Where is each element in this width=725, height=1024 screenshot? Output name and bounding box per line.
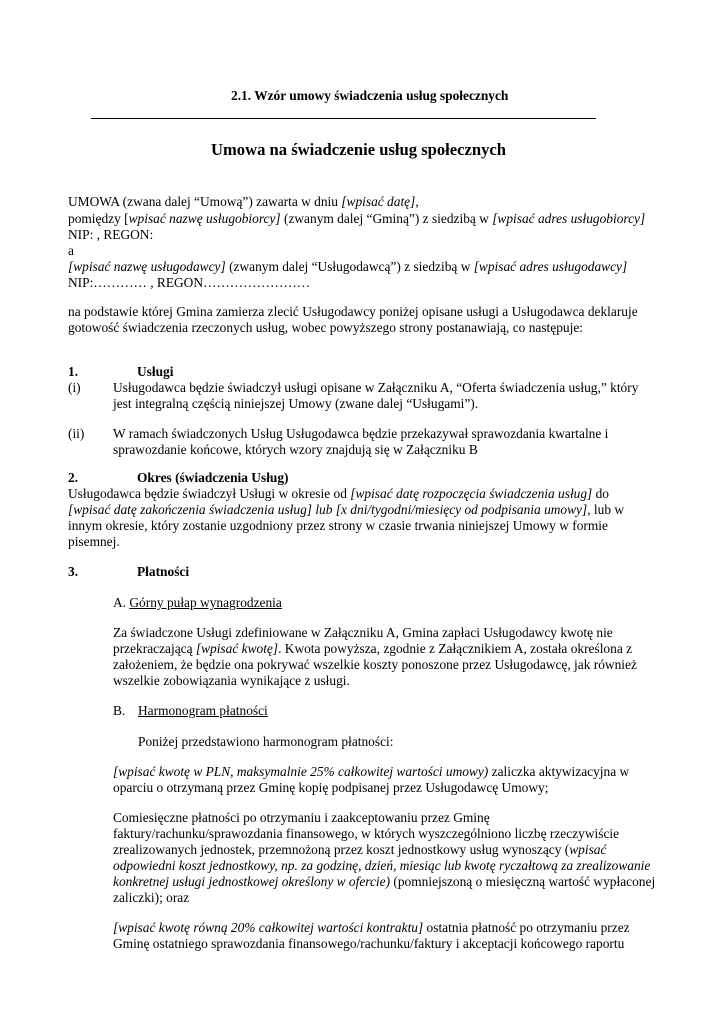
section-1-item-i-label: (i) — [68, 380, 81, 395]
section-1-item-i-line-1: Usługodawca będzie świadczył usługi opisane w Załączniku A, “Oferta świadczenia usług,” który — [113, 380, 639, 395]
section-2-number: 2. — [68, 470, 79, 485]
intro-line-4: a — [68, 243, 74, 258]
section-1-item-ii-label: (ii) — [68, 426, 85, 441]
preamble-line-1: na podstawie której Gmina zamierza zlecić Usługodawcy poniżej opisane usługi a Usługodawca deklaruje — [68, 304, 638, 319]
section-2-line-4: pisemnej. — [68, 534, 120, 549]
preamble-line-2: gotowość świadczenia rzeczonych usług, wobec powyższego strony postanawiają, co następuje: — [68, 320, 583, 335]
document-title: Umowa na świadczenie usług społecznych — [211, 140, 507, 159]
subsection-a-line-1: Za świadczone Usługi zdefiniowane w Załączniku A, Gmina zapłaci Usługodawcy kwotę nie — [113, 625, 613, 640]
section-1-title: Usługi — [137, 364, 174, 379]
subsection-a-line-3: założeniem, że będzie ona pokrywać wszelkie koszty ponoszone przez Usługodawcę, jak również — [113, 657, 637, 672]
payment-2-line-4: odpowiedni koszt jednostkowy, np. za godzinę, dzień, miesiąc lub kwotę ryczałtową za zrealizowanie — [113, 858, 651, 873]
intro-line-6: NIP:………… , REGON…………………… — [68, 275, 311, 290]
intro-line-2: pomiędzy [wpisać nazwę usługobiorcy] (zwanym dalej “Gminą”) z siedzibą w [wpisać adres usługobiorcy] — [68, 211, 646, 226]
intro-line-5: [wpisać nazwę usługodawcy] (zwanym dalej “Usługodawcą”) z siedzibą w [wpisać adres usługodawcy] — [68, 259, 628, 274]
section-2-line-2: [wpisać datę zakończenia świadczenia usług] lub [x dni/tygodni/miesięcy od podpisania umowy], lub w — [68, 502, 625, 517]
section-1-item-ii-line-2: sprawozdanie końcowe, których wzory znajdują się w Załączniku B — [113, 442, 478, 457]
intro-line-3: NIP: , REGON: — [68, 227, 154, 242]
section-1-item-i-line-2: jest integralną częścią niniejszej Umowy (zwane dalej “Usługami”). — [113, 396, 479, 411]
payment-2-line-1: Comiesięczne płatności po otrzymaniu i zaakceptowaniu przez Gminę — [113, 810, 490, 825]
subsection-a-line-4: wszelkie zobowiązania wynikające z usługi. — [113, 673, 350, 688]
payment-1-line-2: oparciu o otrzymaną przez Gminę kopię podpisanej przez Usługodawcę Umowy; — [113, 780, 549, 795]
section-2-line-3: innym okresie, który zostanie uzgodniony przez strony w czasie trwania niniejszej Umowy w formie — [68, 518, 608, 533]
payment-2-line-2: faktury/rachunku/sprawozdania finansowego, w których wyszczególniono liczbę rzeczywiście — [113, 826, 620, 841]
section-1-item-ii-line-1: W ramach świadczonych Usług Usługodawca będzie przekazywał sprawozdania kwartalne i — [113, 426, 609, 441]
section-2-line-1: Usługodawca będzie świadczył Usługi w okresie od [wpisać datę rozpoczęcia świadczenia usług] do — [68, 486, 610, 501]
intro-line-1: UMOWA (zwana dalej “Umową”) zawarta w dniu [wpisać datę], — [68, 194, 419, 209]
payment-3-line-1: [wpisać kwotę równą 20% całkowitej wartości kontraktu] ostatnia płatność po otrzymaniu przez — [113, 920, 630, 935]
payment-2-line-6: zaliczki); oraz — [113, 890, 190, 905]
section-3-number: 3. — [68, 564, 79, 579]
subsection-a-heading: A. Górny pułap wynagrodzenia — [113, 595, 282, 610]
subsection-b-title: Harmonogram płatności — [138, 703, 268, 718]
subsection-a-line-2: przekraczającą [wpisać kwotę]. Kwota powyższa, zgodnie z Załącznikiem A, została określona z — [113, 641, 633, 656]
section-1-number: 1. — [68, 364, 79, 379]
payment-1-line-1: [wpisać kwotę w PLN, maksymalnie 25% całkowitej wartości umowy) zaliczka aktywizacyjna w — [113, 764, 630, 779]
payment-3-line-2: Gminę ostatniego sprawozdania finansowego/rachunku/faktury i akceptacji końcowego raportu — [113, 936, 625, 951]
heading-divider — [91, 118, 596, 119]
section-heading: 2.1. Wzór umowy świadczenia usług społecznych — [231, 88, 509, 103]
subsection-b-label: B. — [113, 703, 126, 718]
subsection-b-intro: Poniżej przedstawiono harmonogram płatności: — [138, 734, 394, 749]
section-3-title: Płatności — [137, 564, 190, 579]
payment-2-line-5: konkretnej usługi jednostkowej określony w ofercie) (pomniejszoną o miesięczną wartość wypłaconej — [113, 874, 656, 889]
payment-2-line-3: zrealizowanych jednostek, przemnożoną przez koszt jednostkowy usług wynoszący (wpisać — [113, 842, 607, 857]
section-2-title: Okres (świadczenia Usług) — [137, 470, 289, 485]
